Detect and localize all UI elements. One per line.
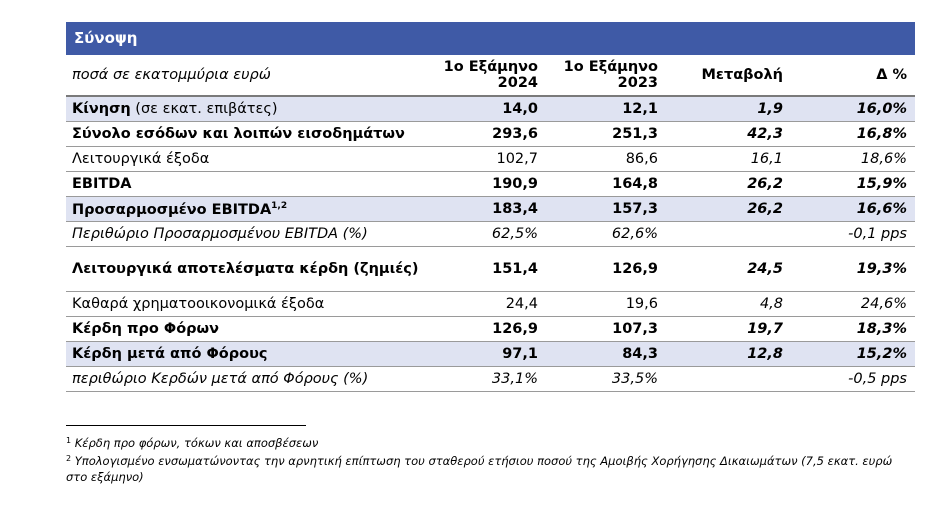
value-pct: 18,6% [791,147,915,172]
value-2024: 190,9 [431,172,546,197]
table-row [66,292,915,317]
value-2023: 19,6 [546,292,666,317]
table-row [66,197,915,222]
value-pct: 18,3% [791,317,915,342]
table-row [66,222,915,247]
value-change: 12,8 [666,342,791,367]
value-change: 1,9 [666,96,791,122]
table-row [66,342,915,367]
header-2023: 1ο Εξάμηνο 2023 [546,55,666,96]
row-label: Κίνηση (σε εκατ. επιβάτες) [66,96,431,122]
value-pct: 15,2% [791,342,915,367]
value-pct: 15,9% [791,172,915,197]
table-row [66,247,915,292]
row-label: Σύνολο εσόδων και λοιπών εισοδημάτων [66,122,431,147]
summary-table [66,55,915,392]
value-2023: 12,1 [546,96,666,122]
header-row [66,55,915,96]
value-2023: 86,6 [546,147,666,172]
footnotes [66,433,916,485]
row-label: Προσαρμοσμένο EBITDA$^{1,2}$ [66,197,431,222]
value-pct: -0,1 pps [791,222,915,247]
value-2024: 24,4 [431,292,546,317]
value-2023: 126,9 [546,247,666,292]
value-change [666,367,791,392]
value-2023: 251,3 [546,122,666,147]
value-change: 19,7 [666,317,791,342]
value-2023: 107,3 [546,317,666,342]
row-label: Καθαρά χρηματοοικονομικά έξοδα [66,292,431,317]
table-row [66,122,915,147]
value-pct: -0,5 pps [791,367,915,392]
table-row [66,367,915,392]
row-label: EBITDA [66,172,431,197]
value-2024: 126,9 [431,317,546,342]
footnote-divider [66,425,306,426]
value-2024: 151,4 [431,247,546,292]
value-2024: 62,5% [431,222,546,247]
value-change: 4,8 [666,292,791,317]
value-change: 24,5 [666,247,791,292]
row-label: Κέρδη μετά από Φόρους [66,342,431,367]
value-pct: 24,6% [791,292,915,317]
row-label: Κέρδη προ Φόρων [66,317,431,342]
value-change [666,222,791,247]
unit-label: ποσά σε εκατομμύρια ευρώ [66,55,431,96]
row-label: Λειτουργικά έξοδα [66,147,431,172]
row-label: περιθώριο Κερδών μετά από Φόρους (%) [66,367,431,392]
value-change: 42,3 [666,122,791,147]
value-change: 26,2 [666,172,791,197]
table-row [66,147,915,172]
table-row [66,317,915,342]
value-pct: 16,6% [791,197,915,222]
value-2023: 62,6% [546,222,666,247]
summary-table-container [66,22,915,392]
value-2024: 293,6 [431,122,546,147]
value-2024: 33,1% [431,367,546,392]
value-pct: 19,3% [791,247,915,292]
row-label: Περιθώριο Προσαρμοσμένου EBITDA (%) [66,222,431,247]
header-change: Μεταβολή [666,55,791,96]
value-2023: 33,5% [546,367,666,392]
value-2023: 164,8 [546,172,666,197]
footnote-2: $^2$ Υπολογισμένο ενσωματώνοντας την αρνητική επίπτωση του σταθερού ετήσιου ποσού της Αμοιβής Χορήγησης Δικαιωμάτων (7,5 εκατ. ευρώ στο εξάμηνο) [66,454,893,484]
value-2024: 183,4 [431,197,546,222]
header-2024: 1ο Εξάμηνο 2024 [431,55,546,96]
value-2024: 14,0 [431,96,546,122]
table-row [66,96,915,122]
value-2023: 157,3 [546,197,666,222]
value-pct: 16,8% [791,122,915,147]
value-2023: 84,3 [546,342,666,367]
header-pct: Δ % [791,55,915,96]
value-2024: 102,7 [431,147,546,172]
value-change: 16,1 [666,147,791,172]
value-2024: 97,1 [431,342,546,367]
footnote-1: $^1$ Κέρδη προ φόρων, τόκων και αποσβέσεων [66,436,319,450]
table-title: Σύνοψη [66,22,915,55]
row-label: Λειτουργικά αποτελέσματα κέρδη (ζημιές) [66,247,431,292]
table-row [66,172,915,197]
value-pct: 16,0% [791,96,915,122]
value-change: 26,2 [666,197,791,222]
